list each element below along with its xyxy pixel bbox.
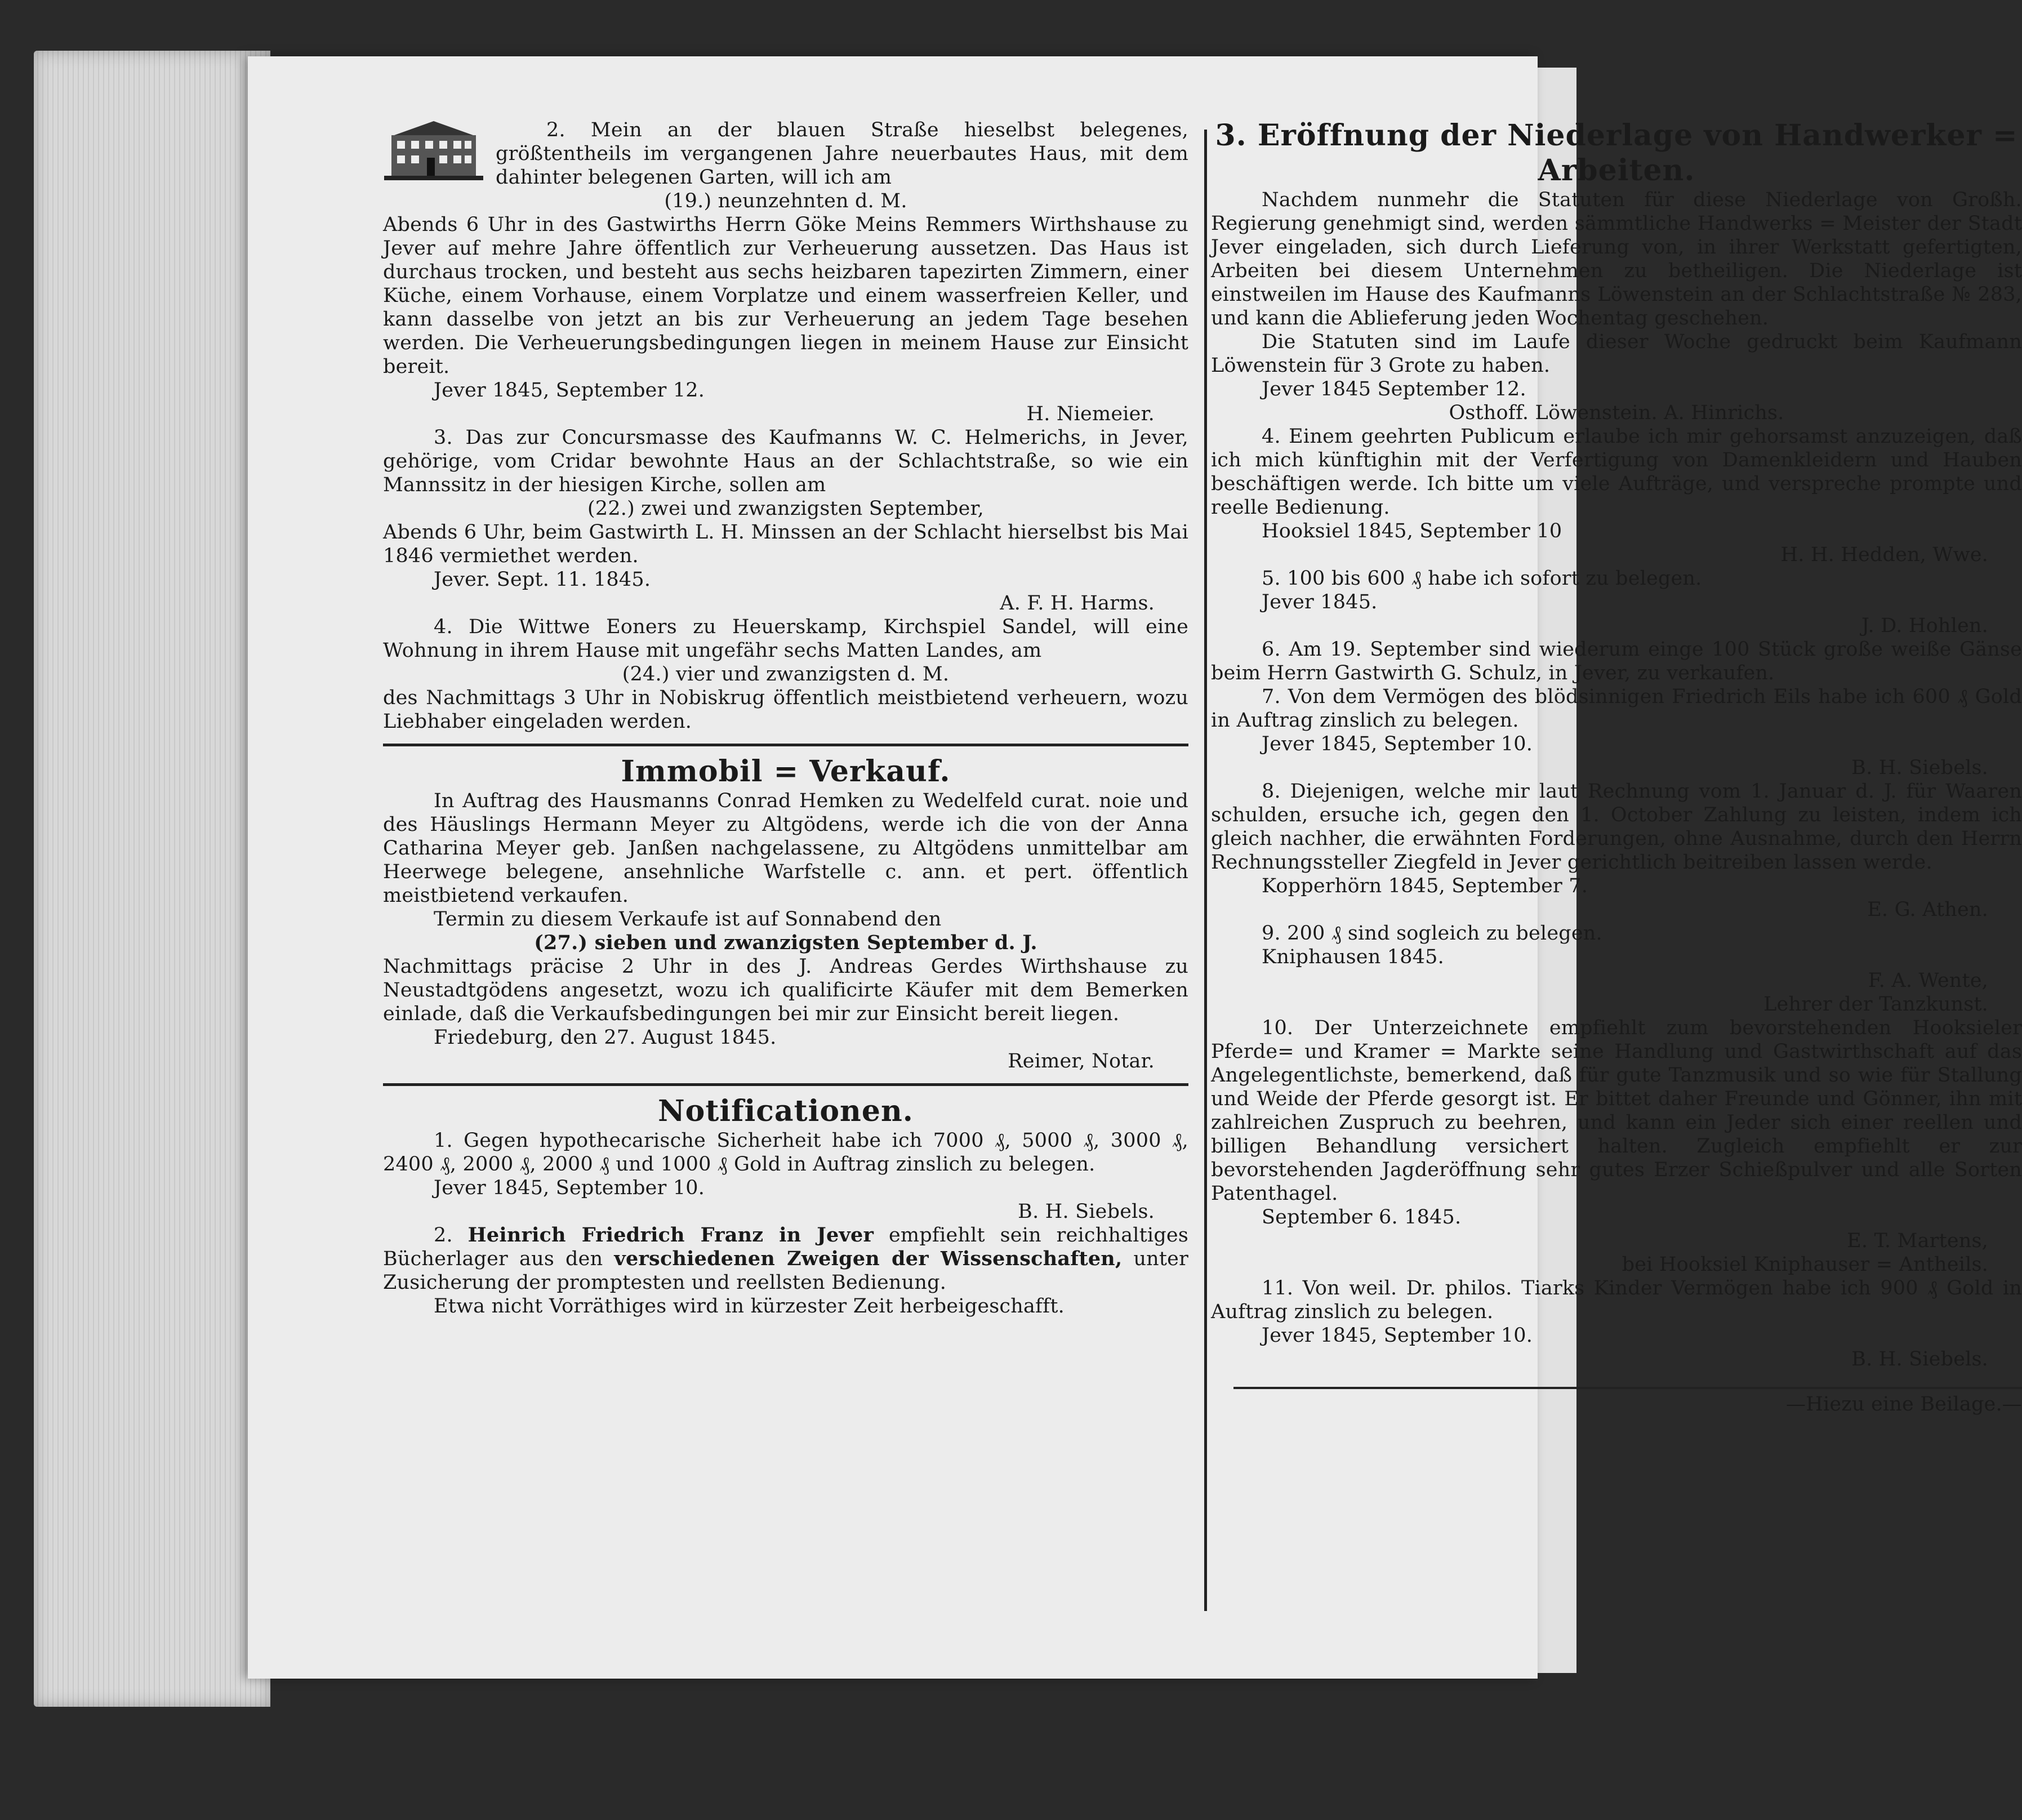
section-notificationen (383, 1094, 1188, 1318)
notice-11-place-date: Jever 1845, September 10. (1262, 1324, 1533, 1347)
notice-11-signature: B. H. Siebels. (1851, 1348, 1988, 1370)
column-divider (1204, 130, 1207, 1611)
right-column (1211, 118, 2022, 1416)
notification-1-signature: B. H. Siebels. (1018, 1200, 1155, 1223)
niederlage-heading-number: 3. (1215, 118, 1247, 153)
ad-2-date-line: (19.) neunzehnten d. M. (664, 190, 907, 212)
ad-3-place-date: Jever. Sept. 11. 1845. (434, 568, 651, 591)
notice-5-signature: J. D. Hohlen. (1861, 615, 1988, 637)
notification-2-text-b: unter Zusicherung der promptesten und reellsten Bedienung. (383, 1248, 1189, 1294)
immobil-body: Nachmittags präcise 2 Uhr in des J. Andreas Gerdes Wirthshause zu Neustadtgödens angesetzt, wozu ich qualificirte Käufer mit dem Bemerken einlade, daß die Verkaufsbedingungen bei mir zur Einsicht bereit liegen. (383, 955, 1188, 1025)
notice-11-text: 11. Von weil. Dr. philos. Tiarks Kinder Vermögen habe ich 900 ₰ Gold in Auftrag zinslich zu belegen. (1211, 1277, 2022, 1323)
ad-3-text: 3. Das zur Concursmasse des Kaufmanns W. C. Helmerichs, in Jever, gehörige, vom Cridar bewohnte Haus an der Schlachtstraße, so wie ein Mannssitz in der hiesigen Kirche, sollen am (383, 426, 1188, 496)
section-heading: Notificationen. (658, 1094, 914, 1128)
section-immobil-verkauf (383, 754, 1188, 1073)
ad-2-place-date: Jever 1845, September 12. (434, 379, 705, 402)
immobil-text: In Auftrag des Hausmanns Conrad Hemken zu Wedelfeld curat. noie und des Häuslings Hermann Meyer zu Altgödens, werde ich die von der Anna Catharina Meyer geb. Janßen nachgelassene, zu Altgödens unmittelbar am Heerwege belegene, ansehnliche Warfstelle c. ann. et pert. öffentlich meistbietend verkaufen. (383, 790, 1188, 907)
notification-1-place-date: Jever 1845, September 10. (434, 1177, 705, 1199)
niederlage-place-date: Jever 1845 September 12. (1262, 378, 1526, 401)
supplement-note: —Hiezu eine Beilage.— (1786, 1393, 2022, 1416)
immobil-signature: Reimer, Notar. (1008, 1050, 1155, 1073)
notification-2-number: 2. (434, 1224, 453, 1247)
notice-9-place-date: Kniphausen 1845. (1262, 946, 1444, 968)
book-page-edges (34, 51, 270, 1707)
footer-rule (1233, 1387, 2022, 1389)
ad-house-rental (383, 118, 1188, 426)
notification-2-text-a: empfiehlt sein reichhaltiges Bücherlager aus den (383, 1224, 1189, 1270)
ad-widow-dwelling (383, 615, 1188, 733)
niederlage-heading (1211, 118, 2022, 188)
niederlage-intro: Nachdem nunmehr die Statuten für diese Niederlage von Großh. Regierung genehmigt sind, werden sämmtliche Handwerks = Meister der Stadt Jever eingeladen, sich durch Lieferung von, in ihrer Werkstatt gefertigten, Arbeiten bei diesem Unternehmen zu betheiligen. Die Niederlage ist einstweilen im Hause des Kaufmanns Löwenstein an der Schlachtstraße № 283, und kann die Ablieferung jeden Wochentag geschehen. (1211, 189, 2022, 330)
ad-2-signature: H. Niemeier. (1026, 403, 1155, 425)
notice-4-signature: H. H. Hedden, Wwe. (1780, 544, 1988, 566)
notice-10-text: 10. Der Unterzeichnete empfiehlt zum bevorstehenden Hooksieler Pferde= und Kramer = Markte seine Handlung und Gastwirthschaft auf das Angelegentlichste, bemerkend, daß für gute Tanzmusik und so wie für Stallung und Weide der Pferde gesorgt ist. Er bittet daher Freunde und Gönner, ihn mit zahlreichen Zuspruch zu beehren, und kann ein Jeder sich einer reellen und billigen Behandlung versichert halten. Zugleich empfiehlt er zur bevorstehenden Jagderöffnung sehr gutes Erzer Schießpulver und alle Sorten Patenthagel. (1211, 1017, 2022, 1205)
notice-9-role: Lehrer der Tanzkunst. (1763, 993, 1988, 1016)
niederlage-heading-text: Eröffnung der Niederlage von Handwerker = Arbeiten. (1257, 118, 2018, 188)
section-rule (383, 1083, 1188, 1086)
immobil-date-line: (27.) sieben und zwanzigsten September d. J. (534, 931, 1037, 954)
notification-2-branches: verschiedenen Zweigen der Wissenschaften, (614, 1247, 1123, 1270)
newspaper-page (248, 56, 2022, 1679)
niederlage-statuten: Die Statuten sind im Laufe dieser Woche gedruckt beim Kaufmann Löwenstein für 3 Grote zu haben. (1211, 331, 2022, 377)
notice-8-signature: E. G. Athen. (1867, 898, 1988, 921)
notice-7-text: 7. Von dem Vermögen des blödsinnigen Friedrich Eils habe ich 600 ₰ Gold in Auftrag zinslich zu belegen. (1211, 686, 2022, 732)
section-rule (383, 744, 1188, 746)
left-column (383, 118, 1188, 1318)
ad-4-date-line: (24.) vier und zwanzigsten d. M. (622, 663, 950, 686)
house-illustration (383, 118, 484, 185)
ad-4-body: des Nachmittags 3 Uhr in Nobiskrug öffentlich meistbietend verheuern, wozu Liebhaber eingeladen werden. (383, 687, 1188, 733)
niederlage-signatures: Osthoff. Löwenstein. A. Hinrichs. (1449, 402, 1784, 424)
section-heading: Immobil = Verkauf. (621, 754, 951, 789)
notice-4-place-date: Hooksiel 1845, September 10 (1262, 520, 1562, 542)
ad-3-body: Abends 6 Uhr, beim Gastwirth L. H. Minssen an der Schlacht hierselbst bis Mai 1846 vermiethet werden. (383, 521, 1188, 567)
ad-2-text: 2. Mein an der blauen Straße hieselbst belegenes, größtentheils im vergangenen Jahre neuerbautes Haus, mit dem dahinter belegenen Garten, will ich am (496, 119, 1188, 189)
notice-10-location: bei Hooksiel Kniphauser = Antheils. (1622, 1253, 1988, 1276)
immobil-termin: Termin zu diesem Verkaufe ist auf Sonnabend den (434, 908, 942, 931)
section-niederlage (1211, 118, 2022, 425)
notice-7-place-date: Jever 1845, September 10. (1262, 733, 1533, 755)
notice-7-signature: B. H. Siebels. (1851, 757, 1988, 779)
immobil-place-date: Friedeburg, den 27. August 1845. (434, 1026, 777, 1049)
notice-10-date: September 6. 1845. (1262, 1206, 1462, 1229)
notice-8-place-date: Kopperhörn 1845, September 7. (1262, 875, 1588, 897)
notice-5-place-date: Jever 1845. (1262, 591, 1378, 613)
notice-9-text: 9. 200 ₰ sind sogleich zu belegen. (1262, 922, 1602, 945)
ad-4-text: 4. Die Wittwe Eoners zu Heuerskamp, Kirchspiel Sandel, will eine Wohnung in ihrem Hause mit ungefähr sechs Matten Landes, am (383, 616, 1188, 662)
ad-2-body: Abends 6 Uhr in des Gastwirths Herrn Göke Meins Remmers Wirthshause zu Jever auf mehre Jahre öffentlich zur Verheuerung aussetzen. Das Haus ist durchaus trocken, und besteht aus sechs heizbaren tapezirten Zimmern, einer Küche, einem Vorhause, einem Vorplatze und einem wasserfreien Keller, und kann dasselbe von jetzt an bis zur Verheuerung an jedem Tage besehen werden. Die Verheuerungsbedingungen liegen in meinem Hause zur Einsicht bereit. (383, 213, 1188, 378)
notification-2-bookseller: Heinrich Friedrich Franz in Jever (467, 1223, 874, 1247)
notice-9-signature: F. A. Wente, (1868, 969, 1988, 992)
ad-3-date-line: (22.) zwei und zwanzigsten September, (587, 497, 984, 520)
notification-2-headline (383, 1223, 1188, 1294)
notification-2-note: Etwa nicht Vorräthiges wird in kürzester Zeit herbeigeschafft. (434, 1295, 1065, 1318)
ad-3-signature: A. F. H. Harms. (1000, 592, 1155, 615)
notice-8-text: 8. Diejenigen, welche mir laut Rechnung vom 1. Januar d. J. für Waaren schulden, ersuche ich, gegen den 1. October Zahlung zu leisten, indem ich gleich nachher, die erwähnten Forderungen, ohne Ausnahme, durch den Herrn Rechnungssteller Ziegfeld in Jever gerichtlich beitreiben lassen werde. (1211, 780, 2022, 874)
notice-5-text: 5. 100 bis 600 ₰ habe ich sofort zu belegen. (1262, 567, 1702, 590)
ad-concurs-house (383, 426, 1188, 615)
notice-6-text: 6. Am 19. September sind wiederum einge 100 Stück große weiße Gänse beim Herrn Gastwirth G. Schulz, in Jever, zu verkaufen. (1211, 638, 2022, 684)
notification-1-text: 1. Gegen hypothecarische Sicherheit habe ich 7000 ₰, 5000 ₰, 3000 ₰, 2400 ₰, 2000 ₰, 2000 ₰ und 1000 ₰ Gold in Auftrag zinslich zu belegen. (383, 1129, 1188, 1176)
notice-10-signature: E. T. Martens, (1847, 1230, 1988, 1252)
notice-4-text: 4. Einem geehrten Publicum erlaube ich mir gehorsamst anzuzeigen, daß ich mich künftighin mit der Verfertigung von Damenkleidern und Hauben beschäftigen werde. Ich bitte um viele Aufträge, und verspreche prompte und reelle Bedienung. (1211, 425, 2022, 519)
